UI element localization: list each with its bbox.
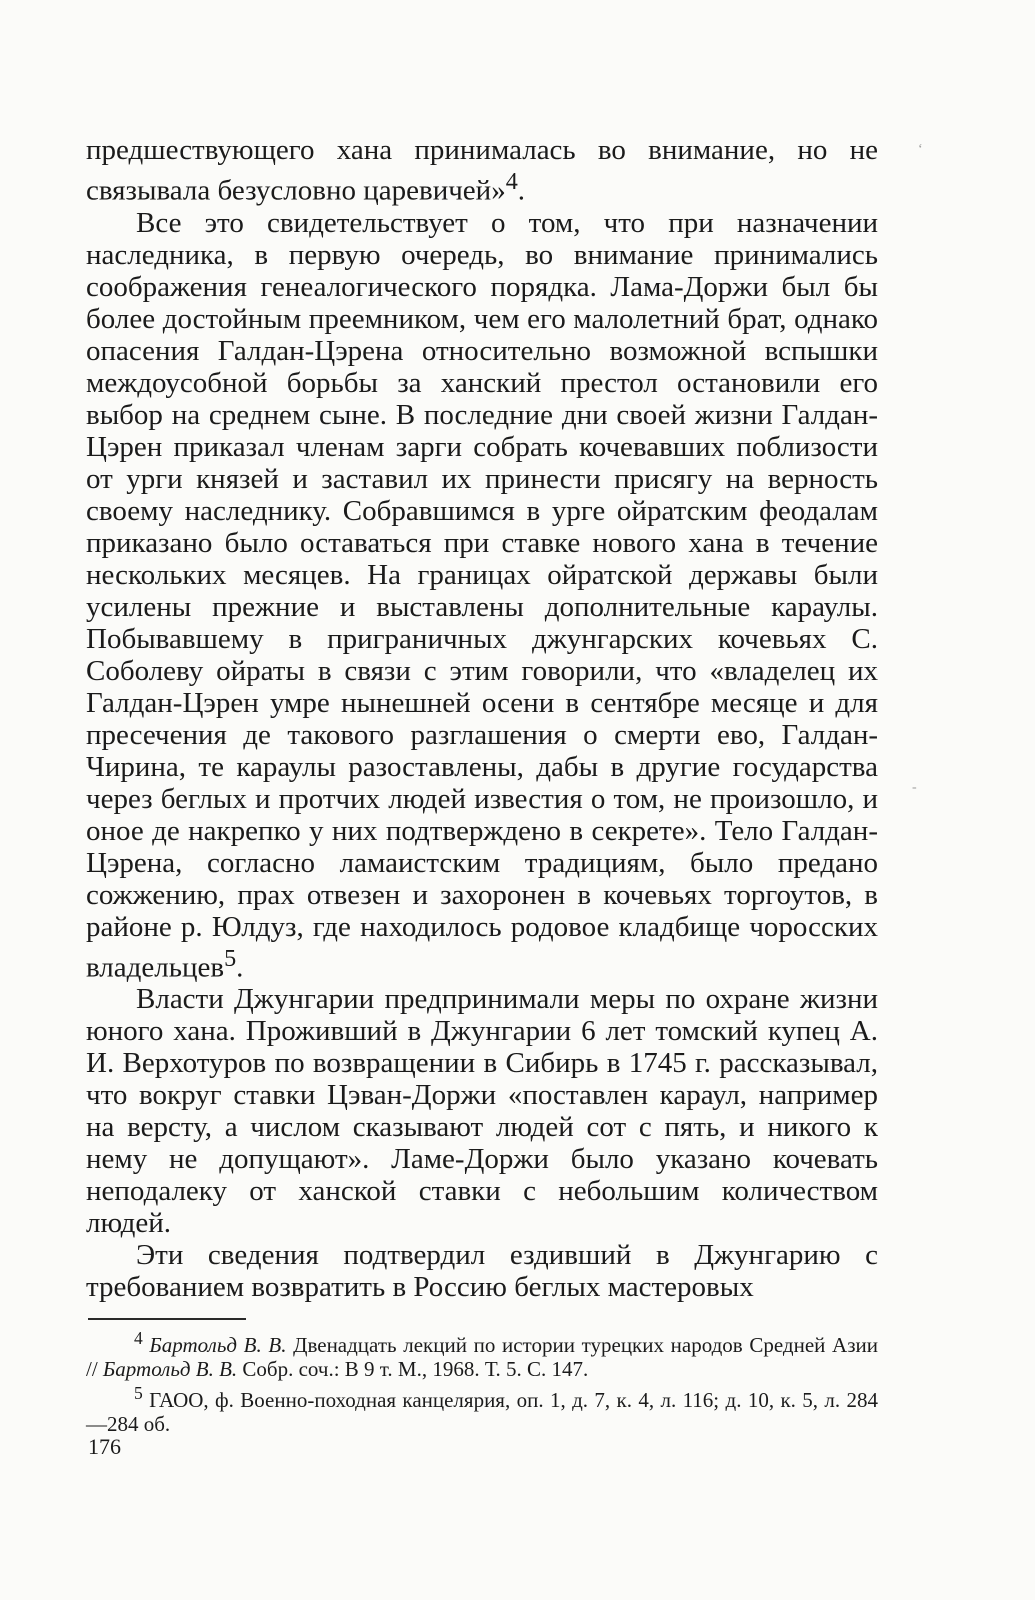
footnote-ref-4: 4 — [505, 168, 518, 195]
footnote-ref-5: 5 — [224, 944, 237, 972]
footnote-5: $^5$ ГАОО, ф. Военно-походная канцелярия, оп. 1, д. 7, к. 4, л. 116; д. 10, к. 5, л. 284—284 об. — [86, 1383, 878, 1436]
paragraph: Все это свидетельствует о том, что при назначении наследника, в первую очередь, во внимание принимались соображения генеалогического порядка. Лама-Доржи был бы более достойным преемником, чем его малолетний брат, однако опасения Галдан-Цэрена относительно возможной вспышки междоусобной борьбы за ханский престол остановили его выбор на среднем сыне. В последние дни своей жизни Галдан-Цэрен приказал членам зарги собрать кочевавших поблизости от урги князей и заставил их принести присягу на верность своему наследнику. Собравшимся в урге ойратским феодалам приказано было оставаться при ставке нового хана в течение нескольких месяцев. На границах ойратской державы были усилены прежние и выставлены дополнительные караулы. Побывавшему в приграничных джунгарских кочевьях С. Соболеву ойраты в связи с этим говорили, что «владелец их Галдан-Цэрен умре нынешней осени в сентябре месяце и для пресечения де такового разглашения о смерти ево, Галдан-Чирина, те караулы разоставлены, дабы в другие государства через беглых и протчих людей известия о том, не произошло, и оное де накрепко у них подтверждено в секрете». Тело Галдан-Цэрена, согласно ламаистским традициям, было предано сожжению, прах отвезен и захоронен в кочевьях торгоутов, в районе р. Юлдуз, где находилось родовое кладбище чоросских владельцев$^5$. — [86, 206, 878, 984]
paragraph: Власти Джунгарии предпринимали меры по охране жизни юного хана. Проживший в Джунгарии 6 лет томский купец А. И. Верхотуров по возвращении в Сибирь в 1745 г. рассказывал, что вокруг ставки Цэван-Доржи «поставлен караул, например на версту, а числом сказывают людей сот с пять, и никого к нему не допущают». Ламе-Доржи было указано кочевать неподалеку от ханской ставки с небольшим количеством людей. — [86, 983, 878, 1240]
paragraph-continued: предшествующего хана принималась во внимание, но не связывала безусловно царевичей»$^4$. — [86, 134, 878, 207]
footnotes — [86, 1326, 878, 1436]
margin-speck: ʻ — [918, 142, 923, 157]
page-number: 176 — [88, 1434, 121, 1459]
margin-speck: - — [912, 780, 917, 795]
footnote-divider — [88, 1318, 246, 1320]
paragraph: Эти сведения подтвердил ездивший в Джунгарию с требованием возвратить в Россию беглых мастеровых — [86, 1239, 878, 1304]
footnote-4: $^4$ Бартольд В. В. Двенадцать лекций по истории турецких народов Средней Азии // Бартольд В. В. Собр. соч.: В 9 т. М., 1968. Т. 5. С. 147. — [86, 1328, 878, 1381]
body-text — [86, 134, 878, 1303]
